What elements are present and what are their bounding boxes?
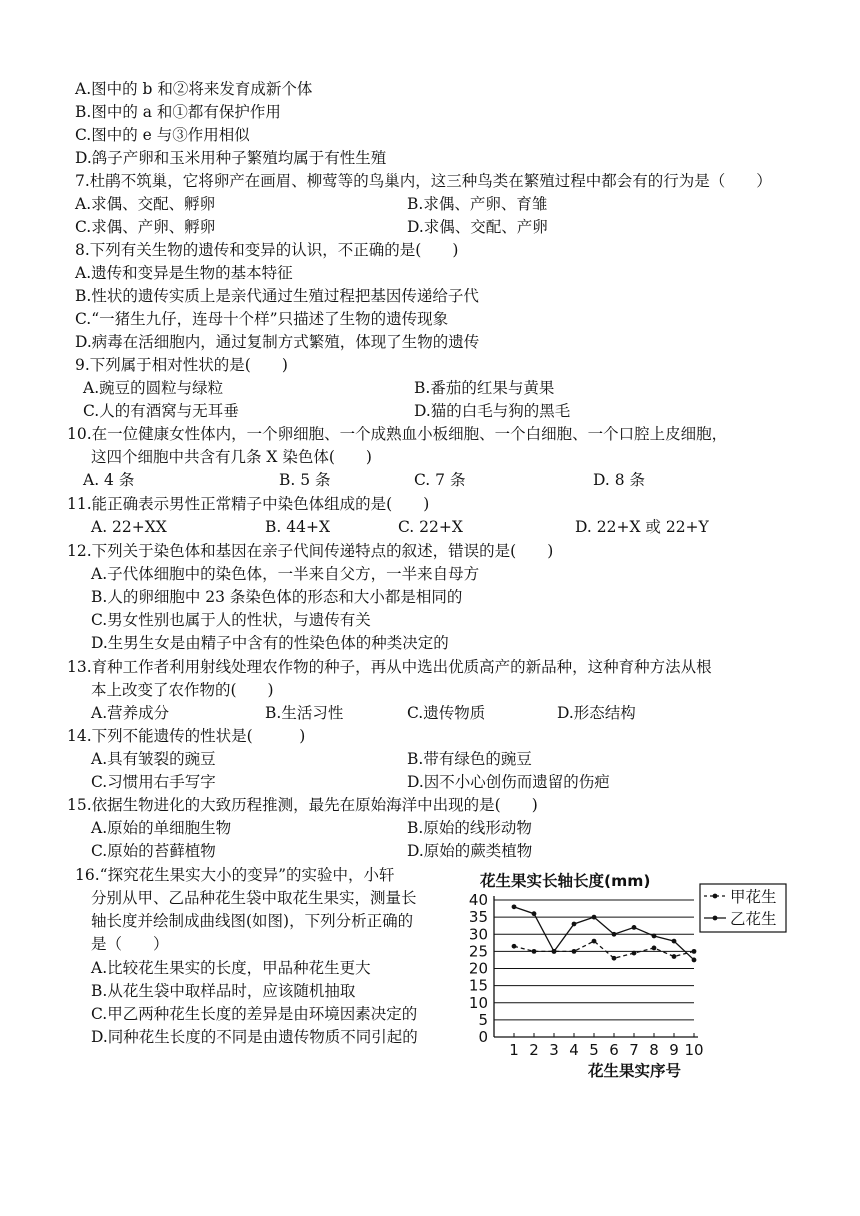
q7-option-c: C.求偶、产卵、孵卵	[75, 218, 216, 236]
q14-option-a: A.具有皱裂的豌豆	[91, 750, 216, 768]
y-tick-label-5: 5	[478, 1010, 488, 1029]
q10-option-d: D. 8 条	[593, 471, 646, 489]
data-point-yi-2	[532, 911, 537, 916]
q9-stem: 9.下列属于相对性状的是( )	[75, 356, 288, 374]
q15-option-a: A.原始的单细胞生物	[91, 819, 232, 837]
q13-option-a: A.营养成分	[91, 704, 170, 722]
q9-option-b: B.番茄的红果与黄果	[414, 379, 555, 397]
q14-stem: 14.下列不能遗传的性状是( )	[67, 727, 306, 745]
x-tick-label-4: 4	[569, 1041, 579, 1059]
data-point-jia-5	[592, 939, 597, 944]
q11-stem: 11.能正确表示男性正常精子中染色体组成的是( )	[67, 495, 430, 513]
series-line-jia	[514, 941, 694, 958]
q7-option-b: B.求偶、产卵、育雏	[407, 195, 548, 213]
chart-title: 花生果实长轴长度(mm)	[480, 872, 651, 890]
q12-option-a: A.子代体细胞中的染色体，一半来自父方，一半来自母方	[91, 565, 480, 583]
data-point-yi-5	[592, 915, 597, 920]
q11-option-c: C. 22+X	[398, 518, 463, 536]
data-point-yi-10	[692, 958, 697, 963]
q6-option-b: B.图中的 a 和①都有保护作用	[75, 103, 281, 121]
data-point-jia-1	[512, 944, 517, 949]
y-tick-label-10: 10	[468, 993, 488, 1012]
peanut-length-chart	[460, 862, 800, 1082]
q16-stem-line4: 是（ ）	[91, 935, 169, 953]
x-tick-label-9: 9	[669, 1041, 679, 1059]
q15-stem: 15.依据生物进化的大致历程推测，最先在原始海洋中出现的是( )	[67, 796, 538, 814]
data-point-jia-2	[532, 949, 537, 954]
q10-option-c: C. 7 条	[414, 471, 466, 489]
q12-stem: 12.下列关于染色体和基因在亲子代间传递特点的叙述，错误的是( )	[67, 542, 554, 560]
y-tick-label-40: 40	[468, 891, 488, 909]
q10-stem-line2: 这四个细胞中共含有几条 X 染色体( )	[91, 448, 372, 466]
q11-option-b: B. 44+X	[265, 518, 330, 536]
q7-option-d: D.求偶、交配、产卵	[407, 218, 548, 236]
legend-label-jia: 甲花生	[730, 888, 777, 906]
x-tick-label-5: 5	[589, 1041, 599, 1059]
q13-stem-line1: 13.育种工作者利用射线处理农作物的种子，再从中选出优质高产的新品种，这种育种方法从根	[67, 658, 712, 676]
y-tick-label-25: 25	[468, 942, 488, 961]
data-point-jia-7	[632, 951, 637, 956]
data-point-jia-10	[692, 949, 697, 954]
data-point-yi-8	[652, 934, 657, 939]
data-point-jia-8	[652, 946, 657, 951]
chart-xlabel: 花生果实序号	[588, 1062, 682, 1080]
x-tick-label-8: 8	[649, 1041, 659, 1059]
q9-option-a: A.豌豆的圆粒与绿粒	[83, 379, 224, 397]
y-tick-label-35: 35	[468, 908, 488, 927]
q13-option-d: D.形态结构	[557, 704, 636, 722]
data-point-yi-9	[672, 939, 677, 944]
q6-option-d: D.鸽子产卵和玉米用种子繁殖均属于有性生殖	[75, 149, 387, 167]
q15-option-c: C.原始的苔藓植物	[91, 842, 216, 860]
q13-stem-line2: 本上改变了农作物的( )	[91, 681, 274, 699]
legend-marker-jia	[713, 894, 718, 899]
q7-option-a: A.求偶、交配、孵卵	[75, 195, 216, 213]
chart-legend	[700, 884, 786, 932]
q12-option-c: C.男女性别也属于人的性状，与遗传有关	[91, 611, 371, 629]
q12-option-b: B.人的卵细胞中 23 条染色体的形态和大小都是相同的	[91, 588, 463, 606]
q10-option-a: A. 4 条	[83, 471, 135, 489]
q8-option-d: D.病毒在活细胞内，通过复制方式繁殖，体现了生物的遗传	[75, 333, 480, 351]
q7-stem: 7.杜鹃不筑巢，它将卵产在画眉、柳莺等的鸟巢内，这三种鸟类在繁殖过程中都会有的行为是（ ）	[75, 172, 772, 190]
q16-option-c: C.甲乙两种花生长度的差异是由环境因素决定的	[91, 1005, 418, 1023]
series-line-yi	[514, 907, 694, 960]
chart-axes	[469, 891, 704, 1059]
q13-option-b: B.生活习性	[265, 704, 344, 722]
data-point-yi-6	[612, 932, 617, 937]
data-point-jia-9	[672, 954, 677, 959]
x-tick-label-7: 7	[629, 1041, 639, 1059]
q16-option-b: B.从花生袋中取样品时，应该随机抽取	[91, 982, 356, 1000]
chart-series	[512, 904, 697, 962]
q10-stem-line1: 10.在一位健康女性体内，一个卵细胞、一个成熟血小板细胞、一个白细胞、一个口腔上皮细胞，	[67, 425, 728, 443]
x-tick-label-10: 10	[684, 1041, 704, 1059]
q10-option-b: B. 5 条	[279, 471, 331, 489]
x-tick-label-3: 3	[549, 1041, 559, 1059]
q14-option-c: C.习惯用右手写字	[91, 773, 216, 791]
q8-stem: 8.下列有关生物的遗传和变异的认识，不正确的是( )	[75, 241, 459, 259]
q13-option-c: C.遗传物质	[407, 704, 486, 722]
q15-option-b: B.原始的线形动物	[407, 819, 532, 837]
q11-option-d: D. 22+X 或 22+Y	[575, 518, 709, 536]
q6-option-a: A.图中的 b 和②将来发育成新个体	[75, 80, 313, 98]
q14-option-b: B.带有绿色的豌豆	[407, 750, 532, 768]
data-point-yi-4	[572, 922, 577, 927]
q6-option-c: C.图中的 e 与③作用相似	[75, 126, 250, 144]
x-tick-label-6: 6	[609, 1041, 619, 1059]
q14-option-d: D.因不小心创伤而遗留的伤疤	[407, 773, 610, 791]
x-tick-label-1: 1	[509, 1041, 519, 1059]
x-tick-label-2: 2	[529, 1041, 539, 1059]
q16-stem-line1: 16.“探究花生果实大小的变异”的实验中，小轩	[75, 866, 395, 884]
q11-option-a: A. 22+XX	[91, 518, 167, 536]
data-point-jia-6	[612, 956, 617, 961]
data-point-jia-4	[572, 949, 577, 954]
q16-option-a: A.比较花生果实的长度，甲品种花生更大	[91, 959, 371, 977]
q9-option-d: D.猫的白毛与狗的黑毛	[414, 402, 571, 420]
y-tick-label-0: 0	[478, 1028, 488, 1046]
y-tick-label-30: 30	[468, 925, 488, 944]
q8-option-c: C.“一猪生九仔，连母十个样”只描述了生物的遗传现象	[75, 310, 449, 328]
q16-option-d: D.同种花生长度的不同是由遗传物质不同引起的	[91, 1028, 418, 1046]
y-tick-label-15: 15	[468, 976, 488, 995]
q16-stem-line3: 轴长度并绘制成曲线图(如图)，下列分析正确的	[91, 912, 414, 930]
q9-option-c: C.人的有酒窝与无耳垂	[83, 402, 239, 420]
q15-option-d: D.原始的蕨类植物	[407, 842, 533, 860]
q8-option-b: B.性状的遗传实质上是亲代通过生殖过程把基因传递给子代	[75, 287, 479, 305]
q16-stem-line2: 分别从甲、乙品种花生袋中取花生果实，测量长	[91, 889, 417, 907]
y-tick-label-20: 20	[468, 959, 488, 978]
q12-option-d: D.生男生女是由精子中含有的性染色体的种类决定的	[91, 634, 449, 652]
data-point-yi-1	[512, 904, 517, 909]
q8-option-a: A.遗传和变异是生物的基本特征	[75, 264, 293, 282]
legend-label-yi: 乙花生	[730, 910, 777, 928]
legend-marker-yi	[713, 916, 718, 921]
data-point-yi-3	[552, 949, 557, 954]
data-point-yi-7	[632, 925, 637, 930]
